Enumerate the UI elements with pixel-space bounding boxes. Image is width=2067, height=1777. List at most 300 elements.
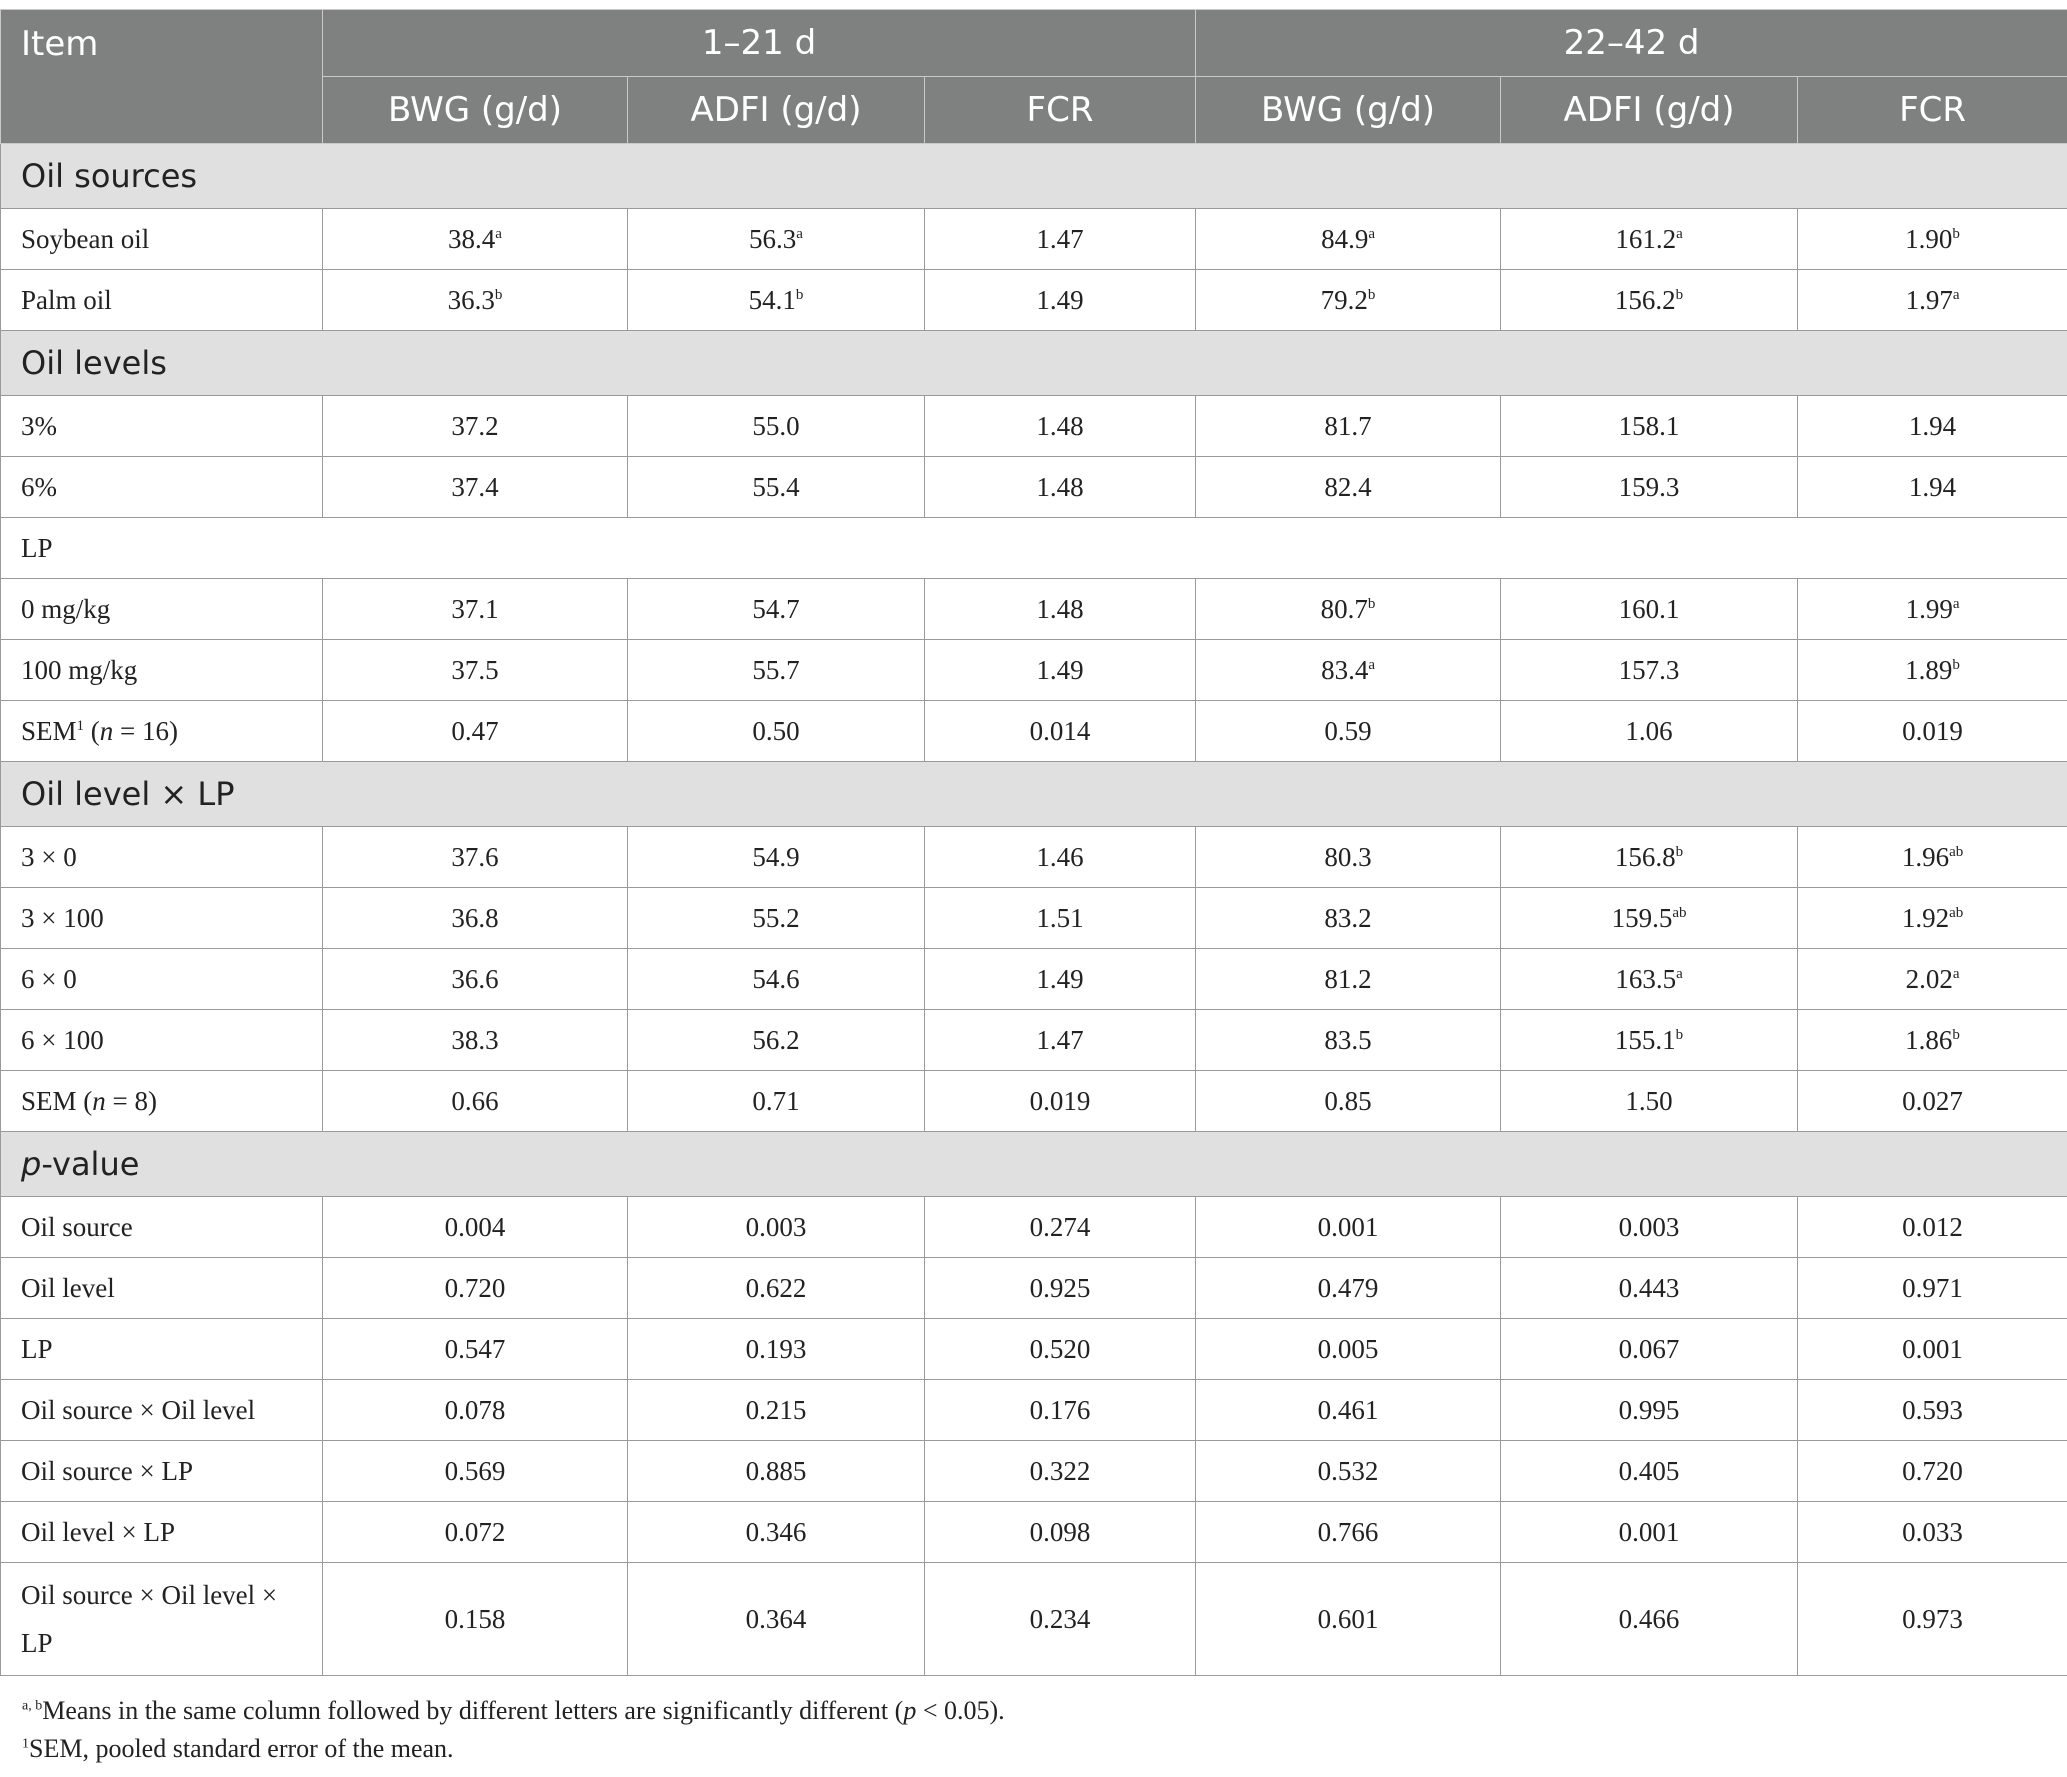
row-label-sem <box>1 701 323 762</box>
cell-value: 0.322 <box>1029 1455 1091 1486</box>
row-label: 0 mg/kg <box>1 579 323 640</box>
significance-letter: b <box>1675 843 1684 860</box>
cell-value: 54.6 <box>752 963 800 994</box>
row-label: 3% <box>1 396 323 457</box>
row-label: 3 × 0 <box>1 827 323 888</box>
row-label: Oil level <box>1 1258 323 1319</box>
table-cell <box>1196 1380 1501 1441</box>
row-label: Soybean oil <box>1 209 323 270</box>
table-cell <box>1196 949 1501 1010</box>
pvalue-rest: -value <box>41 1145 140 1183</box>
table-cell <box>1798 1502 2067 1563</box>
pvalue-p: p <box>21 1145 42 1183</box>
cell-value: 56.3 <box>749 223 797 254</box>
table-cell <box>1196 1563 1501 1676</box>
table-cell <box>323 1071 628 1132</box>
table-row <box>1 1380 2067 1441</box>
table-cell <box>628 1563 925 1676</box>
table-cell <box>323 270 628 331</box>
table-cell <box>925 640 1196 701</box>
cell-value: 0.033 <box>1902 1516 1963 1547</box>
row-label: Oil source × Oil level <box>1 1380 323 1441</box>
significance-letter: a <box>1952 965 1960 982</box>
significance-letter: ab <box>1949 904 1964 921</box>
table-cell <box>628 1380 925 1441</box>
cell-value: 36.8 <box>451 902 499 933</box>
cell-value: 0.005 <box>1317 1333 1379 1364</box>
cell-value: 0.569 <box>444 1455 506 1486</box>
sem-n: n <box>99 715 114 746</box>
table-cell <box>323 1380 628 1441</box>
table-cell <box>323 701 628 762</box>
significance-letter: a <box>1676 225 1683 242</box>
footnote-significance <box>22 1692 1005 1730</box>
cell-value: 0.973 <box>1902 1603 1963 1634</box>
cell-value: 163.5 <box>1615 963 1677 994</box>
cell-value: 158.1 <box>1618 410 1680 441</box>
row-label-line-1: Oil source × Oil level × <box>21 1580 278 1610</box>
cell-value: 0.885 <box>745 1455 807 1486</box>
table-cell <box>628 1441 925 1502</box>
significance-letter: b <box>1367 595 1376 612</box>
cell-value: 0.193 <box>745 1333 807 1364</box>
cell-value: 0.720 <box>444 1272 506 1303</box>
row-label: 3 × 100 <box>1 888 323 949</box>
table-cell <box>925 1380 1196 1441</box>
cell-value: 1.49 <box>1036 284 1084 315</box>
table-row <box>1 579 2067 640</box>
table-cell <box>1798 1380 2067 1441</box>
cell-value: 0.47 <box>451 715 499 746</box>
significance-letter: a <box>1952 595 1960 612</box>
cell-value: 55.4 <box>752 471 800 502</box>
table-cell <box>1798 1197 2067 1258</box>
cell-value: 1.92 <box>1901 902 1950 933</box>
cell-value: 55.2 <box>752 902 800 933</box>
table-cell <box>925 888 1196 949</box>
table-cell <box>1196 888 1501 949</box>
table-row <box>1 1441 2067 1502</box>
cell-value: 0.158 <box>444 1603 506 1634</box>
table-cell <box>1196 1071 1501 1132</box>
table-cell <box>925 1071 1196 1132</box>
cell-value: 1.48 <box>1036 593 1084 624</box>
table-cell <box>925 1319 1196 1380</box>
footnote-text-end: < 0.05). <box>916 1696 1005 1725</box>
cell-value: 0.012 <box>1902 1211 1963 1242</box>
table-row <box>1 209 2067 270</box>
cell-value: 0.003 <box>745 1211 807 1242</box>
header-adfi-1: ADFI (g/d) <box>628 77 925 144</box>
section-row-pvalue <box>1 1132 2067 1197</box>
table-cell <box>628 270 925 331</box>
table-cell <box>925 1563 1196 1676</box>
table-cell <box>1798 1441 2067 1502</box>
significance-letter: b <box>1952 1026 1960 1043</box>
table-cell <box>628 949 925 1010</box>
cell-value: 0.067 <box>1618 1333 1680 1364</box>
cell-value: 0.215 <box>745 1394 807 1425</box>
table-cell <box>323 1010 628 1071</box>
table-row <box>1 640 2067 701</box>
table-cell <box>628 640 925 701</box>
cell-value: 79.2 <box>1320 284 1368 315</box>
cell-value: 0.622 <box>745 1272 807 1303</box>
sem-count: = 16) <box>113 715 178 746</box>
table-cell <box>925 1441 1196 1502</box>
cell-value: 0.479 <box>1317 1272 1379 1303</box>
table-cell <box>1798 949 2067 1010</box>
table-cell <box>1196 1197 1501 1258</box>
row-label-line-2: LP <box>21 1628 53 1658</box>
table-cell <box>628 1071 925 1132</box>
cell-value: 56.2 <box>752 1024 800 1055</box>
cell-value: 159.3 <box>1618 471 1680 502</box>
cell-value: 0.003 <box>1618 1211 1680 1242</box>
table-cell <box>1196 579 1501 640</box>
table-cell <box>628 579 925 640</box>
header-fcr-1: FCR <box>925 77 1196 144</box>
cell-value: 0.85 <box>1324 1085 1372 1116</box>
table-cell <box>925 701 1196 762</box>
cell-value: 1.47 <box>1036 223 1084 254</box>
row-label: 100 mg/kg <box>1 640 323 701</box>
row-label-sem <box>1 1071 323 1132</box>
significance-letter: a <box>796 225 803 242</box>
table-cell <box>1501 1502 1798 1563</box>
cell-value: 1.47 <box>1036 1024 1084 1055</box>
cell-value: 0.001 <box>1902 1333 1963 1364</box>
row-label <box>1 1563 323 1676</box>
cell-value: 1.48 <box>1036 410 1084 441</box>
cell-value: 54.9 <box>752 841 800 872</box>
table-cell <box>1501 1441 1798 1502</box>
cell-value: 55.0 <box>752 410 800 441</box>
footnote-sem <box>22 1730 1005 1768</box>
header-item: Item <box>1 10 323 144</box>
section-row-oil-sources <box>1 144 2067 209</box>
cell-value: 36.6 <box>451 963 499 994</box>
cell-value: 0.078 <box>444 1394 506 1425</box>
footnote-p: p <box>903 1696 917 1725</box>
cell-value: 0.405 <box>1618 1455 1680 1486</box>
sem-footnote-marker: 1 <box>76 717 85 734</box>
table-cell <box>1798 640 2067 701</box>
cell-value: 1.49 <box>1036 963 1084 994</box>
header-fcr-2: FCR <box>1798 77 2067 144</box>
table-row <box>1 1197 2067 1258</box>
cell-value: 54.1 <box>748 284 796 315</box>
table-cell <box>1501 949 1798 1010</box>
table-row <box>1 827 2067 888</box>
cell-value: 0.019 <box>1902 715 1963 746</box>
cell-value: 0.66 <box>451 1085 499 1116</box>
cell-value: 159.5 <box>1611 902 1673 933</box>
table-cell <box>323 640 628 701</box>
cell-value: 1.99 <box>1905 593 1953 624</box>
table-cell <box>323 579 628 640</box>
cell-value: 0.593 <box>1902 1394 1963 1425</box>
cell-value: 1.48 <box>1036 471 1084 502</box>
sem-paren: ( <box>84 715 100 746</box>
cell-value: 0.601 <box>1317 1603 1379 1634</box>
significance-letter: a <box>1676 965 1683 982</box>
table-cell <box>925 1502 1196 1563</box>
table-cell <box>1501 1380 1798 1441</box>
significance-letter: ab <box>1949 843 1964 860</box>
cell-value: 0.027 <box>1902 1085 1963 1116</box>
cell-value: 0.001 <box>1317 1211 1379 1242</box>
table-row <box>1 1010 2067 1071</box>
cell-value: 156.2 <box>1614 284 1676 315</box>
cell-value: 1.46 <box>1036 841 1084 872</box>
table-cell <box>925 827 1196 888</box>
row-label: Oil source <box>1 1197 323 1258</box>
table-cell <box>1501 270 1798 331</box>
table-cell <box>1196 270 1501 331</box>
table-cell <box>628 888 925 949</box>
header-period-22-42d: 22–42 d <box>1196 10 2067 77</box>
cell-value: 2.02 <box>1905 963 1953 994</box>
table-cell <box>1501 1010 1798 1071</box>
table-cell <box>1798 1319 2067 1380</box>
table-cell <box>323 827 628 888</box>
row-label: Palm oil <box>1 270 323 331</box>
table-cell <box>628 701 925 762</box>
significance-letter: ab <box>1672 904 1687 921</box>
table-cell <box>628 827 925 888</box>
table-cell <box>1798 827 2067 888</box>
results-table-container <box>0 9 2067 1676</box>
significance-letter: b <box>795 286 804 303</box>
table-cell <box>1196 1258 1501 1319</box>
cell-value: 82.4 <box>1324 471 1372 502</box>
table-row <box>1 888 2067 949</box>
significance-letter: a <box>495 225 502 242</box>
cell-value: 83.5 <box>1324 1024 1372 1055</box>
table-cell <box>1798 888 2067 949</box>
cell-value: 36.3 <box>447 284 495 315</box>
table-cell <box>925 1197 1196 1258</box>
cell-value: 37.6 <box>451 841 499 872</box>
cell-value: 0.234 <box>1029 1603 1091 1634</box>
table-cell <box>1501 1563 1798 1676</box>
cell-value: 81.7 <box>1324 410 1372 441</box>
table-cell <box>1501 1319 1798 1380</box>
section-title: Oil levels <box>1 331 2067 396</box>
table-cell <box>1196 827 1501 888</box>
significance-letter: b <box>1675 1026 1684 1043</box>
cell-value: 0.995 <box>1618 1394 1680 1425</box>
cell-value: 1.97 <box>1905 284 1953 315</box>
table-cell <box>628 1197 925 1258</box>
table-cell <box>1501 457 1798 518</box>
table-cell <box>1501 640 1798 701</box>
table-cell <box>323 1441 628 1502</box>
cell-value: 0.019 <box>1029 1085 1091 1116</box>
table-cell <box>323 949 628 1010</box>
footnotes <box>22 1692 1005 1768</box>
cell-value: 0.720 <box>1902 1455 1963 1486</box>
sem-n: n <box>92 1085 106 1116</box>
table-cell <box>925 209 1196 270</box>
cell-value: 83.2 <box>1324 902 1372 933</box>
table-cell <box>628 209 925 270</box>
table-cell <box>1196 701 1501 762</box>
table-row <box>1 1502 2067 1563</box>
table-cell <box>1798 1071 2067 1132</box>
table-cell <box>323 1319 628 1380</box>
header-bwg-1: BWG (g/d) <box>323 77 628 144</box>
cell-value: 0.547 <box>444 1333 506 1364</box>
table-cell <box>1196 209 1501 270</box>
cell-value: 160.1 <box>1618 593 1680 624</box>
cell-value: 1.90 <box>1905 223 1953 254</box>
significance-letter: a <box>1368 225 1375 242</box>
cell-value: 0.004 <box>444 1211 506 1242</box>
cell-value: 0.50 <box>752 715 800 746</box>
section-row-interaction <box>1 762 2067 827</box>
table-cell <box>628 1258 925 1319</box>
cell-value: 37.2 <box>451 410 499 441</box>
cell-value: 1.06 <box>1625 715 1673 746</box>
cell-value: 0.466 <box>1618 1603 1680 1634</box>
header-adfi-2: ADFI (g/d) <box>1501 77 1798 144</box>
footnote-text: Means in the same column followed by different letters are significantly different ( <box>42 1696 904 1725</box>
table-row <box>1 457 2067 518</box>
cell-value: 156.8 <box>1614 841 1676 872</box>
significance-letter: b <box>1367 286 1376 303</box>
cell-value: 37.4 <box>451 471 499 502</box>
table-cell <box>1501 1071 1798 1132</box>
cell-value: 0.520 <box>1029 1333 1091 1364</box>
section-title: Oil level × LP <box>1 762 2067 827</box>
table-row <box>1 396 2067 457</box>
table-cell <box>1501 888 1798 949</box>
table-cell <box>1798 1563 2067 1676</box>
cell-value: 0.364 <box>745 1603 807 1634</box>
sem-text: SEM <box>21 715 77 746</box>
significance-letter: b <box>494 286 503 303</box>
table-cell <box>1196 1319 1501 1380</box>
table-cell <box>1501 396 1798 457</box>
cell-value: 157.3 <box>1618 654 1680 685</box>
row-label: 6 × 0 <box>1 949 323 1010</box>
cell-value: 0.274 <box>1029 1211 1091 1242</box>
significance-letter: b <box>1675 286 1684 303</box>
table-cell <box>1196 1502 1501 1563</box>
table-cell <box>1798 209 2067 270</box>
section-title: Oil sources <box>1 144 2067 209</box>
cell-value: 1.94 <box>1908 471 1957 502</box>
table-cell <box>1798 270 2067 331</box>
cell-value: 0.925 <box>1029 1272 1091 1303</box>
table-cell <box>1196 457 1501 518</box>
section-title <box>1 1132 2067 1197</box>
table-cell <box>1196 396 1501 457</box>
cell-value: 1.94 <box>1908 410 1957 441</box>
table-cell <box>925 457 1196 518</box>
table-cell <box>323 888 628 949</box>
cell-value: 0.971 <box>1902 1272 1963 1303</box>
table-row <box>1 1258 2067 1319</box>
header-period-1-21d: 1–21 d <box>323 10 1196 77</box>
table-cell <box>1501 579 1798 640</box>
cell-value: 84.9 <box>1321 223 1369 254</box>
table-cell <box>323 1502 628 1563</box>
table-cell <box>1798 579 2067 640</box>
footnote-marker: 1 <box>22 1736 29 1752</box>
performance-table <box>0 9 2067 1676</box>
table-cell <box>925 1010 1196 1071</box>
cell-value: 0.098 <box>1029 1516 1091 1547</box>
cell-value: 161.2 <box>1615 223 1677 254</box>
cell-value: 1.96 <box>1901 841 1950 872</box>
table-cell <box>323 1258 628 1319</box>
table-row <box>1 949 2067 1010</box>
table-cell <box>1196 1010 1501 1071</box>
cell-value: 1.51 <box>1036 902 1084 933</box>
table-cell <box>1798 1258 2067 1319</box>
cell-value: 37.1 <box>451 593 499 624</box>
cell-value: 1.49 <box>1036 654 1084 685</box>
cell-value: 0.71 <box>752 1085 800 1116</box>
table-cell <box>925 396 1196 457</box>
table-cell <box>1501 1258 1798 1319</box>
cell-value: 55.7 <box>752 654 800 685</box>
sem-count: = 8) <box>105 1085 157 1116</box>
cell-value: 38.4 <box>448 223 496 254</box>
cell-value: 54.7 <box>752 593 800 624</box>
cell-value: 0.443 <box>1618 1272 1680 1303</box>
table-cell <box>1798 457 2067 518</box>
table-row <box>1 1071 2067 1132</box>
cell-value: 0.001 <box>1618 1516 1680 1547</box>
table-cell <box>628 396 925 457</box>
table-row <box>1 701 2067 762</box>
cell-value: 0.532 <box>1317 1455 1379 1486</box>
table-cell <box>628 457 925 518</box>
table-cell <box>925 270 1196 331</box>
significance-letter: a <box>1952 286 1960 303</box>
table-cell <box>1501 1197 1798 1258</box>
cell-value: 0.176 <box>1029 1394 1091 1425</box>
cell-value: 1.86 <box>1905 1024 1953 1055</box>
section-row-oil-levels <box>1 331 2067 396</box>
cell-value: 38.3 <box>451 1024 499 1055</box>
table-cell <box>628 1319 925 1380</box>
table-cell <box>628 1502 925 1563</box>
cell-value: 0.072 <box>444 1516 506 1547</box>
footnote-text: SEM, pooled standard error of the mean. <box>29 1734 454 1763</box>
table-cell <box>323 396 628 457</box>
table-cell <box>1798 1010 2067 1071</box>
table-cell <box>323 1563 628 1676</box>
row-label: 6% <box>1 457 323 518</box>
cell-value: 80.7 <box>1320 593 1368 624</box>
table-cell <box>1196 640 1501 701</box>
table-cell <box>628 1010 925 1071</box>
sem-text: SEM ( <box>21 1085 93 1116</box>
significance-letter: a <box>1368 656 1375 673</box>
table-cell <box>925 1258 1196 1319</box>
table-cell <box>1501 209 1798 270</box>
cell-value: 0.461 <box>1317 1394 1379 1425</box>
table-row-lp-group <box>1 518 2067 579</box>
table-cell <box>1798 701 2067 762</box>
table-cell <box>323 209 628 270</box>
header-row-periods <box>1 10 2067 77</box>
